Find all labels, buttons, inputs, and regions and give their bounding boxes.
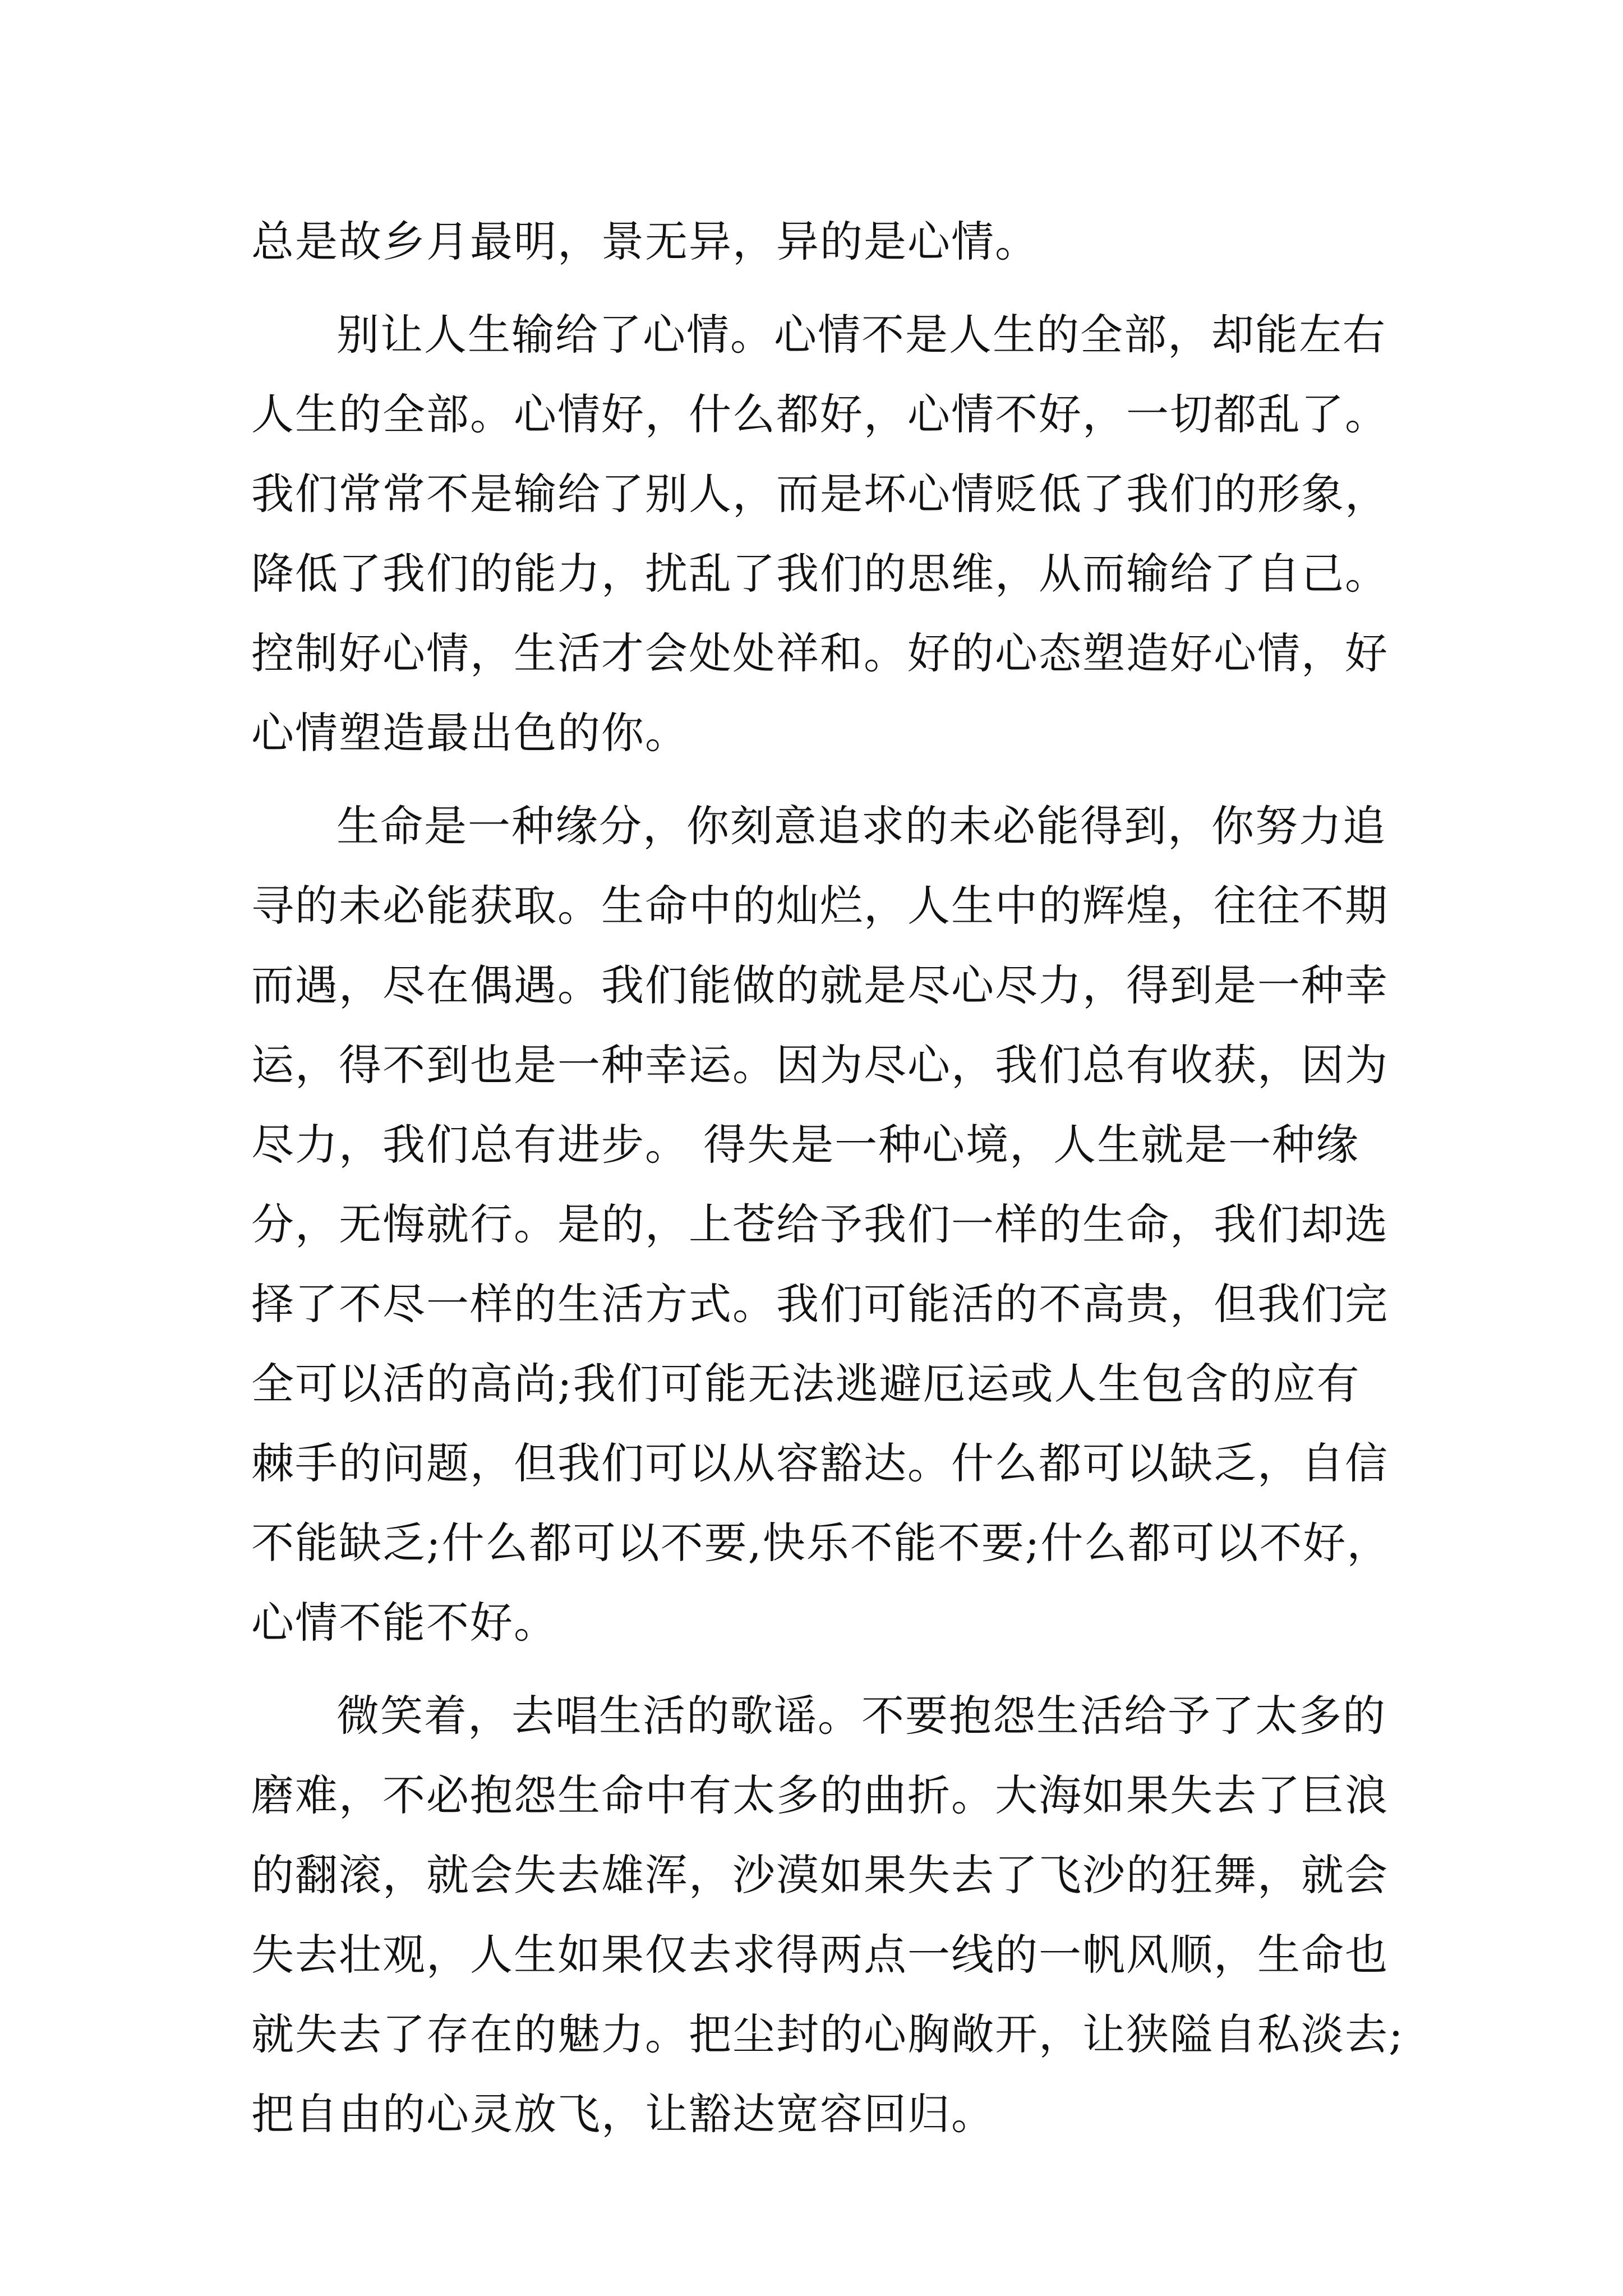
text-line: 而遇，尽在偶遇。我们能做的就是尽心尽力，得到是一种幸 [251, 960, 1389, 1010]
text-line: 总是故乡月最明，景无异，异的是心情。 [251, 217, 1039, 266]
text-line: 心情塑造最出色的你。 [251, 708, 689, 758]
text-line: 别让人生输给了心情。心情不是人生的全部，却能左右 [336, 310, 1386, 360]
paragraph-1 [251, 202, 1373, 282]
text-line: 择了不尽一样的生活方式。我们可能活的不高贵，但我们完 [251, 1279, 1389, 1329]
text-line: 生命是一种缘分，你刻意追求的未必能得到，你努力追 [336, 801, 1386, 851]
text-line: 分，无悔就行。是的，上苍给予我们一样的生命，我们却选 [251, 1199, 1389, 1249]
text-line: 把自由的心灵放飞，让豁达宽容回归。 [251, 2089, 995, 2139]
text-line: 运，得不到也是一种幸运。因为尽心，我们总有收获，因为 [251, 1040, 1389, 1090]
paragraph-3 [251, 786, 1391, 1663]
text-line: 的翻滚，就会失去雄浑，沙漠如果失去了飞沙的狂舞，就会 [251, 1850, 1389, 1900]
paragraph-2 [251, 295, 1389, 773]
text-line: 心情不能不好。 [251, 1598, 557, 1648]
text-line: 磨难，不必抱怨生命中有太多的曲折。大海如果失去了巨浪 [251, 1770, 1389, 1820]
paragraph-4 [251, 1676, 1404, 2154]
text-line: 寻的未必能获取。生命中的灿烂，人生中的辉煌，往往不期 [251, 881, 1389, 931]
text-line: 就失去了存在的魅力。把尘封的心胸敞开，让狭隘自私淡去; [251, 2009, 1404, 2059]
text-line: 全可以活的高尚;我们可能无法逃避厄运或人生包含的应有 [251, 1359, 1361, 1409]
text-line: 尽力，我们总有进步。 得失是一种心境，人生就是一种缘 [251, 1120, 1360, 1170]
text-line: 不能缺乏;什么都可以不要,快乐不能不要;什么都可以不好， [251, 1518, 1391, 1568]
text-line: 控制好心情，生活才会处处祥和。好的心态塑造好心情，好 [251, 628, 1389, 678]
text-line: 棘手的问题，但我们可以从容豁达。什么都可以缺乏，自信 [251, 1438, 1389, 1488]
text-line: 微笑着，去唱生活的歌谣。不要抱怨生活给予了太多的 [336, 1691, 1386, 1741]
document-body [251, 202, 1404, 2168]
text-line: 降低了我们的能力，扰乱了我们的思维，从而输给了自己。 [251, 549, 1389, 599]
text-line: 人生的全部。心情好，什么都好，心情不好，一切都乱了。 [251, 389, 1389, 439]
text-line: 失去壮观，人生如果仅去求得两点一线的一帆风顺，生命也 [251, 1930, 1389, 1980]
text-line: 我们常常不是输给了别人，而是坏心情贬低了我们的形象， [251, 469, 1389, 519]
